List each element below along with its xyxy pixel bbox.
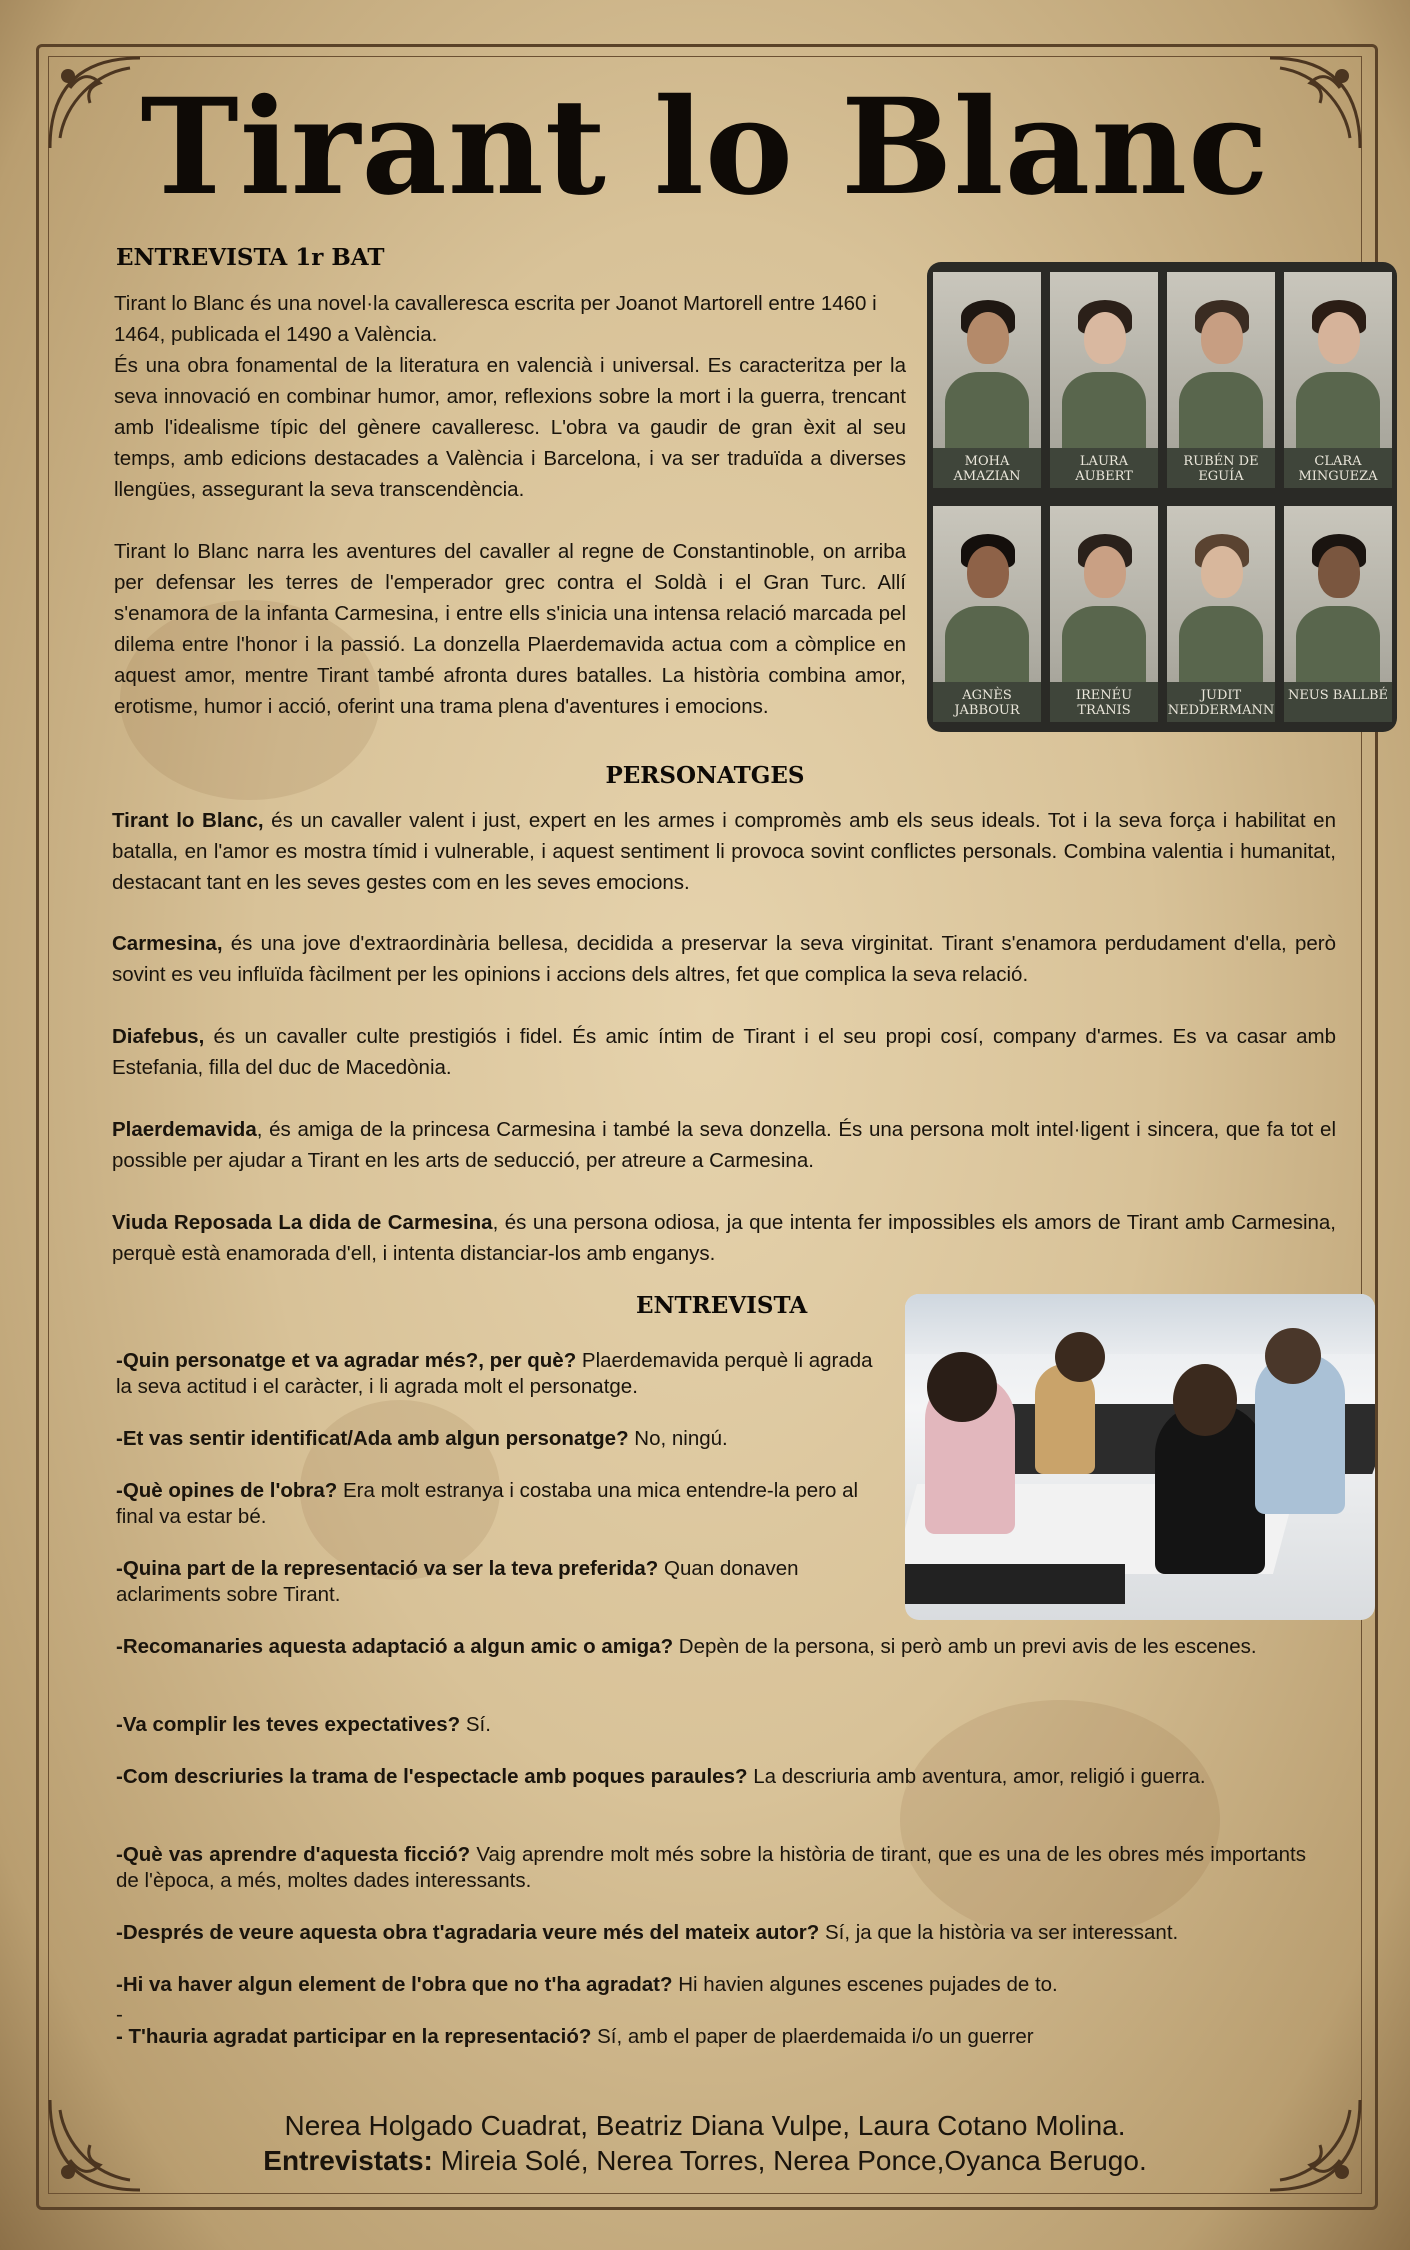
page-title: Tirant lo Blanc xyxy=(140,70,1270,225)
interview-answer: Vaig aprendre molt més sobre la història de tirant, que es una de les obres més importants de l'època, a més, moltes dades interessants. xyxy=(116,1843,1306,1892)
interviewed-credit xyxy=(0,2143,1410,2178)
character-name: Tirant lo Blanc, xyxy=(112,809,264,832)
interview-answer: Sí, ja que la història va ser interessant. xyxy=(819,1921,1179,1944)
character-description: és un cavaller culte prestigiós i fidel. És amic íntim de Tirant i el seu propi cosí, company d'armes. Es va casar amb Estefania, filla del duc de Macedònia. xyxy=(112,1025,1336,1079)
authors-credit: Nerea Holgado Cuadrat, Beatriz Diana Vulpe, Laura Cotano Molina. xyxy=(284,2110,1126,2141)
interviewed-names: Mireia Solé, Nerea Torres, Nerea Ponce,Oyanca Berugo. xyxy=(432,2145,1147,2176)
character-entry xyxy=(112,805,1336,898)
cast-member-name: JUDIT NEDDERMANN xyxy=(1167,688,1275,718)
interview-item xyxy=(116,1348,886,1400)
character-name: Plaerdemavida xyxy=(112,1118,257,1141)
interview-question: -Va complir les teves expectatives? xyxy=(116,1713,461,1736)
cast-photo-grid xyxy=(927,262,1397,732)
intro-paragraph-1: Tirant lo Blanc és una novel·la cavalleresca escrita per Joanot Martorell entre 1460 i 1464, publicada el 1490 a València. xyxy=(114,292,877,346)
interview-item xyxy=(116,1972,1306,1998)
interview-item xyxy=(116,1842,1306,1894)
cast-member-name: NEUS BALLBÉ xyxy=(1287,688,1389,703)
cast-member-card xyxy=(933,506,1041,722)
cast-portrait xyxy=(1167,272,1275,448)
interview-item xyxy=(116,1556,886,1608)
interview-answer: Sí, amb el paper de plaerdemaida i/o un guerrer xyxy=(591,2025,1034,2048)
cast-member-card xyxy=(1050,506,1158,722)
interviewed-label: Entrevistats: xyxy=(263,2145,433,2176)
character-description: és una jove d'extraordinària bellesa, decidida a preservar la seva virginitat. Tirant s'enamora perdudament d'ella, però sovint es veu influïda fàcilment per les opinions i accions dels altres, fet que complica la seva relació. xyxy=(112,932,1336,986)
interview-answer: Hi havien algunes escenes pujades de to. xyxy=(672,1973,1058,1996)
stray-dash: - xyxy=(116,2003,123,2026)
cast-portrait xyxy=(1284,272,1392,448)
interview-question: -Què vas aprendre d'aquesta ficció? xyxy=(116,1843,471,1866)
interview-question: -Recomanaries aquesta adaptació a algun amic o amiga? xyxy=(116,1635,674,1658)
interview-item xyxy=(116,1712,1306,1738)
character-entry xyxy=(112,1114,1336,1176)
cast-member-card xyxy=(1167,506,1275,722)
cast-member-card xyxy=(1284,506,1392,722)
cast-member-card xyxy=(1050,272,1158,488)
interview-question: -Què opines de l'obra? xyxy=(116,1479,338,1502)
interview-answer: Era molt estranya i costaba una mica entendre-la pero al final va estar bé. xyxy=(116,1479,859,1528)
cast-member-name: MOHA AMAZIAN xyxy=(953,454,1021,484)
intro-paragraph-2: És una obra fonamental de la literatura en valencià i universal. Es caracteritza per la seva innovació en combinar humor, amor, reflexions sobre la mort i la guerra, trencant amb l'idealisme típic del gènere cavalleresc. L'obra va gaudir de gran èxit al seu temps, amb edicions destacades a València i Barcelona, i va ser traduïda a diverses llengües, assegurant la seva transcendència. xyxy=(114,354,906,501)
character-description: és un cavaller valent i just, expert en les armes i compromès amb els seus ideals. Tot i la seva força i habilitat en batalla, en l'amor es mostra tímid i vulnerable, i aquest sentiment li provoca sovint conflictes personals. Combina valentia i humanitat, destacant tant en les seves gestes com en les seves emocions. xyxy=(112,809,1336,894)
character-description: , és una persona odiosa, ja que intenta fer impossibles els amors de Tirant amb Carmesina, perquè està enamorada d'ell, i intenta distanciar-los amb enganys. xyxy=(112,1211,1337,1265)
cast-member-card xyxy=(933,272,1041,488)
cast-portrait xyxy=(1050,506,1158,682)
interview-item xyxy=(116,1920,1306,1946)
intro-paragraph-3: Tirant lo Blanc narra les aventures del cavaller al regne de Constantinoble, on arriba per defensar les terres de l'emperador grec contra el Soldà i el Gran Turc. Allí s'enamora de la infanta Carmesina, i entre ells s'inicia una intensa relació marcada pel dilema entre l'honor i la passió. La donzella Plaerdemavida actua com a còmplice en aquest amor, mentre Tirant també afronta dures batalles. La història combina amor, erotisme, humor i acció, oferint una trama plena d'aventures i emocions. xyxy=(114,540,906,718)
interview-question: -Hi va haver algun element de l'obra que no t'ha agradat? xyxy=(116,1973,673,1996)
interview-heading: ENTREVISTA xyxy=(636,1292,808,1319)
cast-portrait xyxy=(1050,272,1158,448)
cast-member-name: RUBÉN DE EGUÍA xyxy=(1183,454,1259,484)
interview-question: -Quina part de la representació va ser la teva preferida? xyxy=(116,1557,659,1580)
cast-portrait xyxy=(933,272,1041,448)
cast-portrait xyxy=(1167,506,1275,682)
interview-question: -Quin personatge et va agradar més?, per què? xyxy=(116,1349,577,1372)
characters-heading: PERSONATGES xyxy=(605,762,805,789)
character-name: Carmesina, xyxy=(112,932,223,955)
character-description: , és amiga de la princesa Carmesina i també la seva donzella. És una persona molt intel·ligent i sincera, que fa tot el possible per ajudar a Tirant en les arts de seducció, per atreure a Carmesina. xyxy=(112,1118,1336,1172)
character-name: Diafebus, xyxy=(112,1025,205,1048)
interview-item xyxy=(116,1764,1306,1790)
cast-member-card xyxy=(1167,272,1275,488)
interview-item xyxy=(116,2024,1306,2050)
interview-question: -Com descriuries la trama de l'espectacle amb poques paraules? xyxy=(116,1765,748,1788)
character-entry xyxy=(112,928,1336,990)
students-photo xyxy=(905,1294,1375,1620)
cast-member-name: IRENÉU TRANIS xyxy=(1075,688,1133,718)
interview-answer: Sí. xyxy=(460,1713,491,1736)
cast-portrait xyxy=(1284,506,1392,682)
interview-question: - T'hauria agradat participar en la representació? xyxy=(116,2025,592,2048)
character-entry xyxy=(112,1207,1336,1269)
cast-member-card xyxy=(1284,272,1392,488)
cast-member-name: CLARA MINGUEZA xyxy=(1298,454,1378,484)
interview-item xyxy=(116,1426,886,1452)
interview-item xyxy=(116,1478,886,1530)
character-entry xyxy=(112,1021,1336,1083)
interview-class-heading: ENTREVISTA 1r BAT xyxy=(116,244,385,271)
interview-question: -Et vas sentir identificat/Ada amb algun personatge? xyxy=(116,1427,629,1450)
interview-answer: La descriuria amb aventura, amor, religió i guerra. xyxy=(747,1765,1206,1788)
character-name: Viuda Reposada La dida de Carmesina xyxy=(112,1211,493,1234)
interview-question: -Després de veure aquesta obra t'agradaria veure més del mateix autor? xyxy=(116,1921,820,1944)
cast-member-name: LAURA AUBERT xyxy=(1075,454,1133,484)
interview-answer: Quan donaven aclariments sobre Tirant. xyxy=(116,1557,799,1606)
interview-answer: Plaerdemavida perquè li agrada la seva actitud i el caràcter, i li agrada molt el personatge. xyxy=(116,1349,873,1398)
cast-portrait xyxy=(933,506,1041,682)
cast-member-name: AGNÈS JABBOUR xyxy=(954,688,1020,718)
interview-answer: Depèn de la persona, si però amb un previ avis de les escenes. xyxy=(673,1635,1257,1658)
interview-answer: No, ningú. xyxy=(628,1427,728,1450)
interview-item xyxy=(116,1634,1306,1660)
